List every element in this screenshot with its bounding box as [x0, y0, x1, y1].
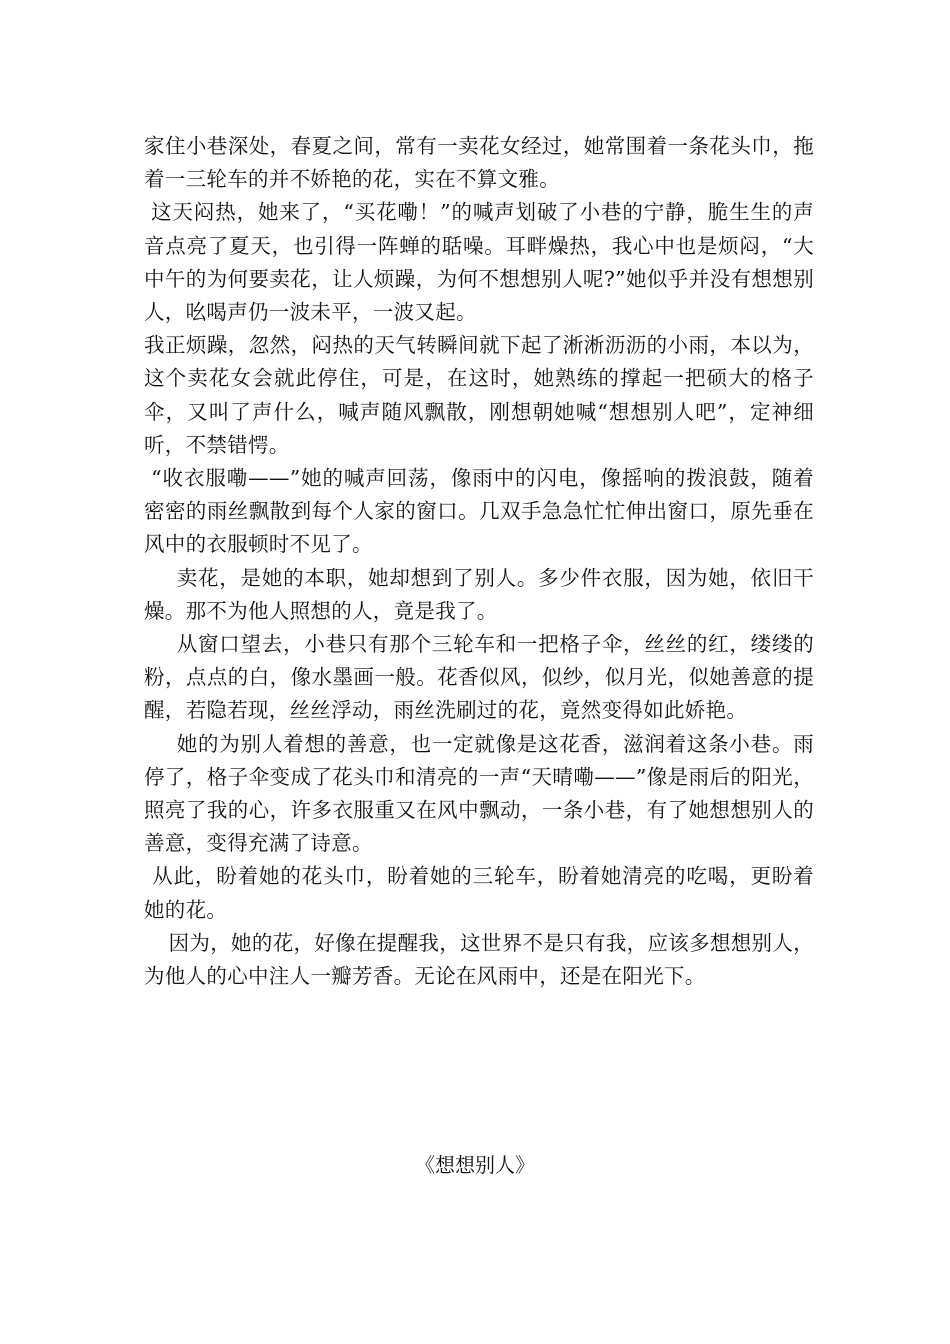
- article-body: [144, 130, 814, 993]
- paragraph-9: 因为，她的花，好像在提醒我，这世界不是只有我，应该多想想别人，为他人的心中注人一瓣芳香。无论在风雨中，还是在阳光下。: [144, 930, 814, 989]
- paragraph-5: 卖花，是她的本职，她却想到了别人。多少件衣服，因为她，依旧干燥。那不为他人照想的人，竟是我了。: [144, 565, 814, 623]
- paragraph-6: 从窗口望去，小巷只有那个三轮车和一把格子伞，丝丝的红，缕缕的粉，点点的白，像水墨画一般。花香似风，似纱，似月光，似她善意的提醒，若隐若现，丝丝浮动，雨丝洗刷过的花，竟然变得如此娇艳。: [144, 632, 814, 723]
- document-title: 《想想别人》: [415, 1153, 535, 1177]
- paragraph-4: “收衣服嘞——”她的喊声回荡，像雨中的闪电，像摇响的拨浪鼓，随着密密的雨丝飘散到每个人家的窗口。几双手急急忙忙伸出窗口，原先垂在风中的衣服顿时不见了。: [144, 466, 814, 557]
- paragraph-1: 家住小巷深处，春夏之间，常有一卖花女经过，她常围着一条花头巾，拖着一三轮车的并不娇艳的花，实在不算文雅。: [144, 134, 814, 192]
- paragraph-3: 我正烦躁，忽然，闷热的天气转瞬间就下起了淅淅沥沥的小雨，本以为，这个卖花女会就此停住，可是，在这时，她熟练的撑起一把硕大的格子伞，又叫了声什么，喊声随风飘散，刚想朝她喊“想想别人吧”，定神细听，不禁错愕。: [144, 333, 814, 457]
- paragraph-7: 她的为别人着想的善意，也一定就像是这花香，滋润着这条小巷。雨停了，格子伞变成了花头巾和清亮的一声“天晴嘞——”像是雨后的阳光，照亮了我的心，许多衣服重又在风中飘动，一条小巷，有了她想想别人的善意，变得充满了诗意。: [144, 731, 814, 856]
- paragraph-8: 从此，盼着她的花头巾，盼着她的三轮车，盼着她清亮的吃喝，更盼着她的花。: [144, 864, 814, 922]
- paragraph-2: 这天闷热，她来了，“买花嘞！”的喊声划破了小巷的宁静，脆生生的声音点亮了夏天，也引得一阵蝉的聒噪。耳畔燥热，我心中也是烦闷，“大中午的为何要卖花，让人烦躁，为何不想想别人呢?”她似乎并没有想想别人，吆喝声仍一波未平，一波又起。: [144, 200, 814, 325]
